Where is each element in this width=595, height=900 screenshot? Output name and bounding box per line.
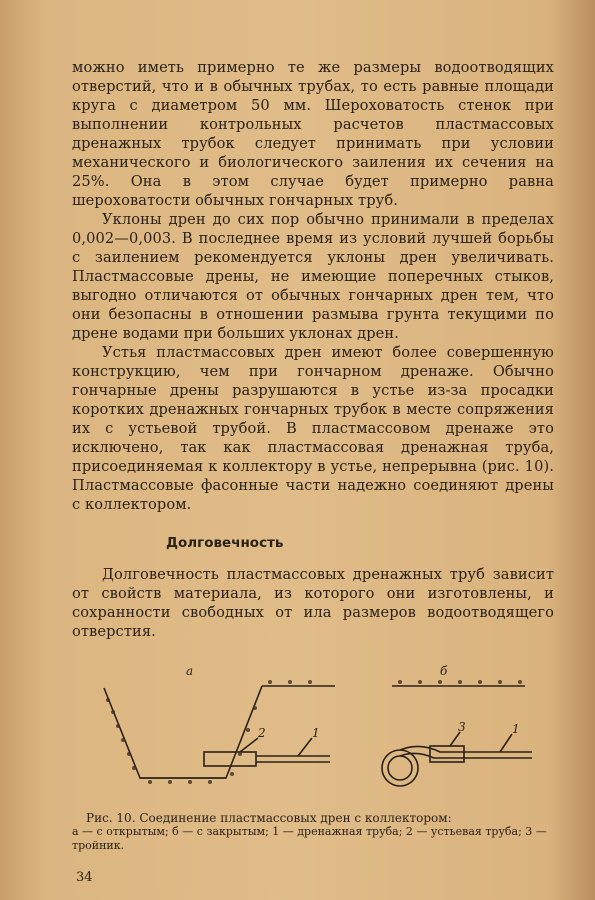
callout-a-1: 1 (312, 726, 320, 740)
paragraph-continuation: можно иметь примерно те же размеры водоотводящих отверстий, что и в обычных трубах, то есть равные площади круга с диаметром 50 мм. Шероховатость стенок при выполнении контрольных расчетов пластмассовых дренажных трубок следует принимать при условии механического и биологического заиления их сечения на 25%. Она в этом случае будет примерно равна шероховатости обычных гончарных труб. (72, 59, 554, 209)
caption-title: Рис. 10. Соединение пластмассовых дрен с коллектором: (86, 811, 452, 825)
figure-label-b: б (440, 664, 448, 678)
paragraph-outlets: Устья пластмассовых дрен имеют более совершенную конструкцию, чем при гончарном дренаже. Обычно гончарные дрены разрушаются в устье из-за просадки коротких дренажных гончарных трубок в месте сопряжения их с устьевой трубой. В пластмассовом дренаже это исключено, так как пластмассовая дренажная труба, присоединяемая к коллектору в устье, непрерывна (рис. 10). Пластмассовые фасонные части надежно соединяют дрены с коллектором. (72, 344, 554, 513)
outlet-pipe (204, 752, 256, 766)
callout-b-1: 1 (512, 722, 520, 736)
callout-b-3: 3 (458, 720, 466, 734)
ditch-outline (104, 686, 262, 778)
figure-caption (72, 811, 554, 853)
callout-a-2: 2 (258, 726, 266, 740)
page-number: 34 (76, 870, 93, 885)
section-heading: Долговечность (166, 535, 284, 551)
tee-fitting (430, 746, 464, 762)
caption-legend: а — с открытым; б — с закрытым; 1 — дренажная труба; 2 — устьевая труба; 3 — тройник. (72, 825, 547, 852)
paragraph-slopes: Уклоны дрен до сих пор обычно принимали в пределах 0,002—0,003. В последнее время из условий лучшей борьбы с заилением рекомендуется уклоны дрен увеличивать. Пластмассовые дрены, не имеющие поперечных стыков, выгодно отличаются от обычных гончарных дрен тем, что они безопасны в отношении размыва грунта текущими по дрене водами при больших уклонах дрен. (72, 211, 554, 342)
figure-label-a: а (186, 664, 194, 678)
paragraph-durability: Долговечность пластмассовых дренажных труб зависит от свойств материала, из которого они изготовлены, и сохранности свободных от ила размеров водоотводящего отверстия. (72, 566, 554, 640)
